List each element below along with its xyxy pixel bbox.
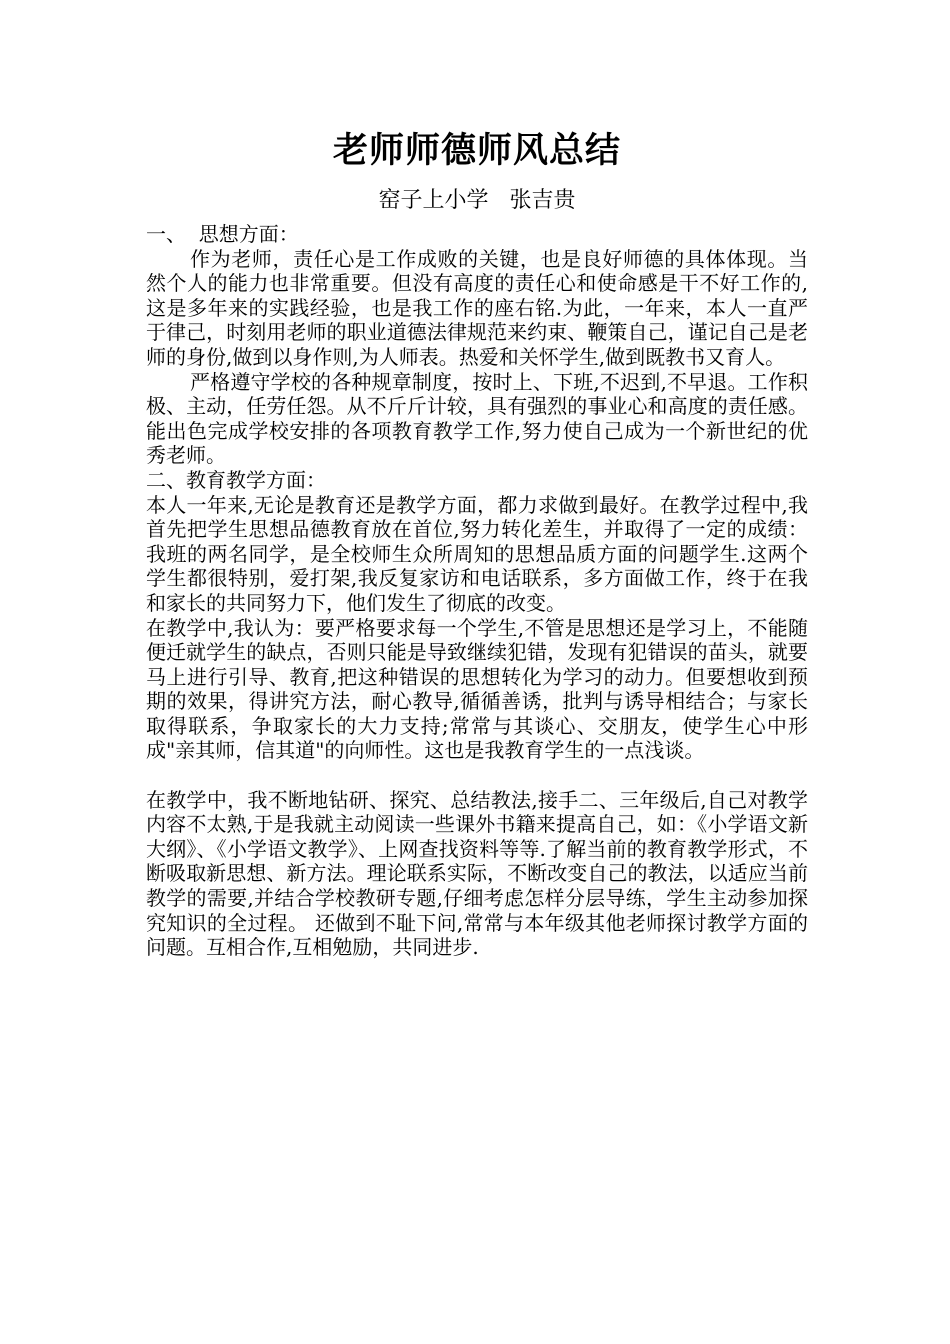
paragraph-spacer (146, 763, 808, 788)
author-line: 窑子上小学 张吉贵 (378, 188, 576, 213)
paragraph-responsibility: 作为老师，责任心是工作成败的关键，也是良好师德的具体体现。当然个人的能力也非常重要。但没有高度的责任心和使命感是干不好工作的,这是多年来的实践经验，也是我工作的座右铭.为此，一年来，本人一直严于律己，时刻用老师的职业道德法律规范来约束、鞭策自己，谨记自己是老师的身份,做到以身作则,为人师表。热爱和关怀学生,做到既教书又育人。 (146, 246, 808, 369)
document-body (146, 222, 808, 960)
paragraph-teaching-research: 在教学中，我不断地钻研、探究、总结教法,接手二、三年级后,自己对教学内容不太熟,于是我就主动阅读一些课外书籍来提高自己，如：《小学语文新大纲》、《小学语文教学》、上网查找资料等等.了解当前的教育教学形式，不断吸取新思想、新方法。理论联系实际，不断改变自己的教法，以适应当前教学的需要,并结合学校教研专题,仔细考虑怎样分层导练，学生主动参加探究知识的全过程。 还做到不耻下问,常常与本年级其他老师探讨教学方面的问题。互相合作,互相勉励，共同进步. (146, 787, 808, 960)
document-page (146, 126, 808, 960)
section-heading-thought: 一、 思想方面： (146, 222, 299, 246)
paragraph-strict-requirements: 在教学中,我认为：要严格要求每一个学生,不管是思想还是学习上，不能随便迁就学生的缺点，否则只能是导致继续犯错，发现有犯错误的苗头，就要马上进行引导、教育,把这种错误的思想转化为学习的动力。但要想收到预期的效果，得讲究方法，耐心教导,循循善诱，批判与诱导相结合；与家长取得联系，争取家长的大力支持;常常与其谈心、交朋友，使学生心中形成"亲其师，信其道"的向师性。这也是我教育学生的一点浅谈。 (146, 615, 808, 763)
document-title: 老师师德师风总结 (332, 130, 621, 171)
paragraph-discipline: 严格遵守学校的各种规章制度，按时上、下班,不迟到,不早退。工作积极、主动，任劳任怨。从不斤斤计较，具有强烈的事业心和高度的责任感。能出色完成学校安排的各项教育教学工作,努力使自己成为一个新世纪的优秀老师。 (146, 369, 808, 468)
paragraph-moral-education: 本人一年来,无论是教育还是教学方面，都力求做到最好。在教学过程中,我首先把学生思想品德教育放在首位,努力转化差生，并取得了一定的成绩：我班的两名同学，是全校师生众所周知的思想品质方面的问题学生.这两个学生都很特别，爱打架,我反复家访和电话联系，多方面做工作，终于在我和家长的共同努力下，他们发生了彻底的改变。 (146, 492, 808, 615)
section-heading-teaching: 二、教育教学方面： (146, 467, 326, 492)
